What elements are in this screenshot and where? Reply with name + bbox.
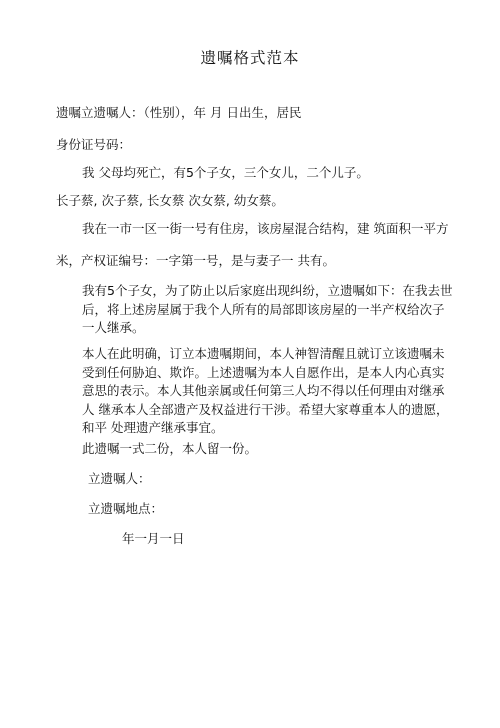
document-title: 遗嘱格式范本 (200, 49, 300, 67)
declaration-row: 和平 处理遗产继承事宜。 (82, 420, 224, 435)
signature-label: 立遗嘱人： (88, 471, 151, 486)
children-line: 长子蔡, 次子蔡, 长女蔡 次女蔡, 幼女蔡。 (56, 193, 284, 208)
declaration-row: 本人在此明确，订立本遗嘱期间，本人神智清醒且就订立该遗嘱未 (82, 346, 445, 361)
date-line: 年一月一日 (122, 531, 185, 546)
bequest-row: 我有5个子女，为了防止以后家庭出现纠纷，立遗嘱如下：在我去世 (82, 283, 453, 298)
declaration-row: 意思的表示。本人其他亲属或任何第三人均不得以任何理由对继承 (82, 383, 445, 398)
signing-place-label: 立遗嘱地点： (88, 501, 164, 516)
declaration-row: 受到任何胁迫、欺诈。上述遗嘱为本人自愿作出，是本人内心真实 (82, 364, 445, 380)
bequest-paragraph (82, 282, 452, 338)
copies-line: 此遗嘱一式二份，本人留一份。 (82, 441, 258, 456)
testator-line: 遗嘱立遗嘱人：（性别），年 月 日出生，居民 (56, 105, 302, 120)
declaration-row: 人 继承本人全部遗产及权益进行干涉。希望大家尊重本人的遗愿， (82, 401, 449, 417)
bequest-row: 后，将上述房屋属于我个人所有的局部即该房屋的一半产权给次子 (82, 301, 445, 317)
declaration-paragraph (82, 345, 448, 438)
property-line-2: 米，产权证编号：一字第一号，是与妻子一 共有。 (56, 253, 335, 268)
parents-line: 我 父母均死亡，有5个子女，三个女儿，二个儿子。 (82, 165, 369, 180)
bequest-row: 一人继承。 (82, 320, 145, 335)
property-line-1: 我在一市一区一街一号有住房，该房屋混合结构，建 筑面积一平方 (82, 221, 449, 236)
id-number-line: 身份证号码： (56, 137, 132, 152)
